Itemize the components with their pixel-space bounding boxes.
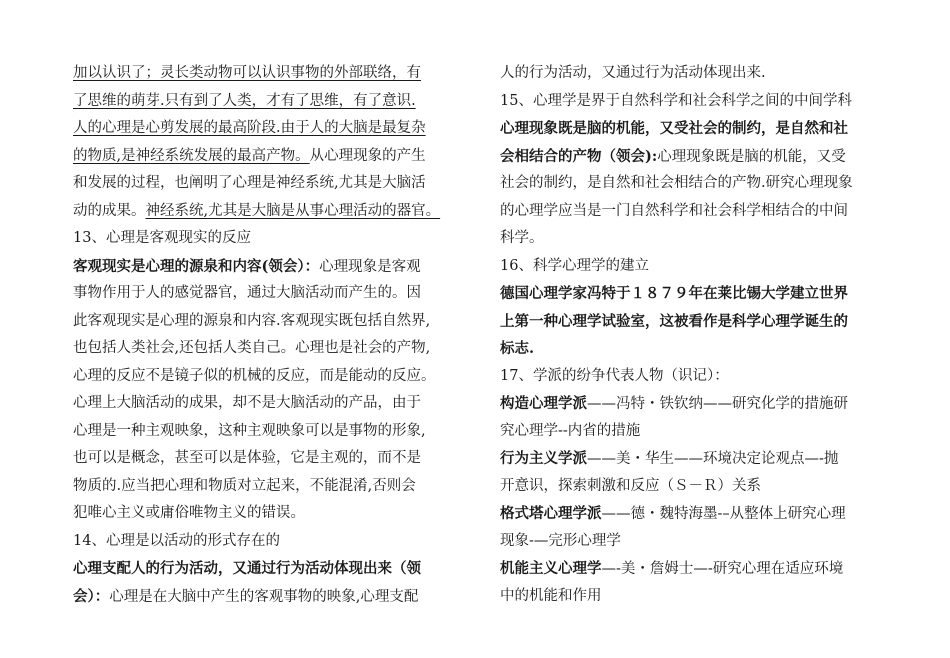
text-line: 物质的.应当把心理和物质对立起来，不能混淆,否则会 [73, 477, 416, 494]
text-line: 人的行为活动，又通过行为活动体现出来. [500, 65, 766, 81]
text-line: 人的心理是心剪发展的最高阶段.由于人的大脑是最复杂 [73, 120, 426, 136]
underlined-text: 的物质,是神经系统发展的最高产物。 [73, 147, 310, 164]
text-line: 和发展的过程，也阐明了心理是神经系统,尤其是大脑活 [73, 175, 426, 191]
school-name: 构造心理学派 [500, 395, 587, 412]
text-line [73, 143, 456, 171]
school-name: 机能主义心理学 [500, 560, 602, 577]
text-line [500, 280, 878, 308]
underlined-text: 神经系统,尤其是大脑是从事心理活动的器官。 [145, 202, 441, 219]
school-name: 格式塔心理学派 [500, 505, 602, 522]
text-line: 社会的制约，是自然和社会相结合的产物.研究心理现象 [500, 175, 853, 191]
section-heading-17: 17、学派的纷争代表人物（识记）： [500, 367, 729, 384]
school-structuralism [500, 390, 878, 418]
text-line: 究心理学--内省的措施 [500, 422, 641, 439]
text-line [500, 143, 878, 171]
text-line: 现象-—完形心理学 [500, 532, 621, 549]
key-point: 心理现象既是脑的机能，又受社会的制约，是自然和社 [500, 120, 848, 137]
text-line: 开意识，探索刺激和反应（Ｓ－Ｒ）关系 [500, 477, 761, 494]
school-gestalt [500, 500, 878, 528]
text-line: 事物作用于人的感觉器官，通过大脑活动而产生的。因 [73, 285, 421, 301]
key-point: 客观现实是心理的源泉和内容(领会）： [73, 257, 320, 275]
text-line: 心理的反应不是镜子似的机械的反应，而是能动的反应。 [73, 367, 436, 384]
text-line: 加以认识了；灵长类动物可以认识事物的外部联络，有 [73, 65, 421, 81]
key-point: 会）： [73, 587, 110, 605]
text-line: 的心理学应当是一门自然科学和社会科学相结合的中间 [500, 202, 848, 219]
key-point: 标志. [500, 340, 535, 357]
text-line [73, 198, 456, 226]
text-run: 动的成果。 [73, 202, 146, 219]
text-run: ——美・华生——环境决定论观点—-抛 [587, 451, 839, 467]
text-run: ——德・魏特海墨-–从整体上研究心理 [601, 506, 846, 522]
text-line [500, 335, 878, 363]
right-column [500, 60, 878, 610]
text-line: 犯唯心主义或庸俗唯物主义的错误。 [73, 505, 305, 521]
text-run: 心理现象是客观 [319, 258, 421, 275]
text-line [73, 555, 456, 583]
key-point: 心理支配人的行为活动，又通过行为活动体现出来（领 [73, 560, 421, 577]
text-line [500, 115, 878, 143]
text-line: 也包括人类社会,还包括人类自己。心理也是社会的产物, [73, 340, 431, 356]
text-run: 从心理现象的产生 [309, 147, 426, 164]
key-point: 德国心理学家冯特于１８７９年在莱比锡大学建立世界 [500, 285, 848, 302]
section-heading-16: 16、科学心理学的建立 [500, 257, 649, 274]
text-run: 心理是在大脑中产生的客观事物的映象,心理支配 [109, 588, 419, 605]
key-point: 上第一种心理学试验室，这被看作是科学心理学诞生的 [500, 312, 848, 330]
text-line: 中的机能和作用 [500, 587, 602, 604]
text-line: 心理是一种主观映象，这种主观映象可以是事物的形象, [73, 422, 426, 439]
left-column [73, 60, 456, 610]
key-point: 会相结合的产物（领会): [500, 147, 658, 165]
text-line: 了思维的萌芽.只有到了人类，才有了思维，有了意识. [73, 92, 416, 109]
text-line [73, 253, 456, 281]
section-heading-13: 13、心理是客观现实的反应 [73, 230, 251, 246]
text-line: 也可以是概念，甚至可以是体验，它是主观的，而不是 [73, 450, 421, 466]
school-functionalism [500, 555, 878, 583]
text-run: ——冯特・铁钦纳——研究化学的措施研 [587, 396, 848, 412]
text-run: —-美・詹姆士—-研究心理在适应环境 [601, 561, 844, 577]
text-line: 科学。 [500, 230, 544, 246]
school-name: 行为主义学派 [500, 450, 587, 467]
text-line [73, 583, 456, 611]
text-run: 心理现象既是脑的机能，又受 [657, 148, 846, 165]
school-behaviorism [500, 445, 878, 473]
section-heading-15: 15、心理学是界于自然科学和社会科学之间的中间学科 [500, 92, 852, 109]
text-line [500, 308, 878, 336]
text-line: 此客观现实是心理的源泉和内容.客观现实既包括自然界, [73, 312, 431, 329]
text-line: 心理上大脑活动的成果，却不是大脑活动的产品，由于 [73, 395, 421, 411]
section-heading-14: 14、心理是以活动的形式存在的 [73, 532, 280, 549]
